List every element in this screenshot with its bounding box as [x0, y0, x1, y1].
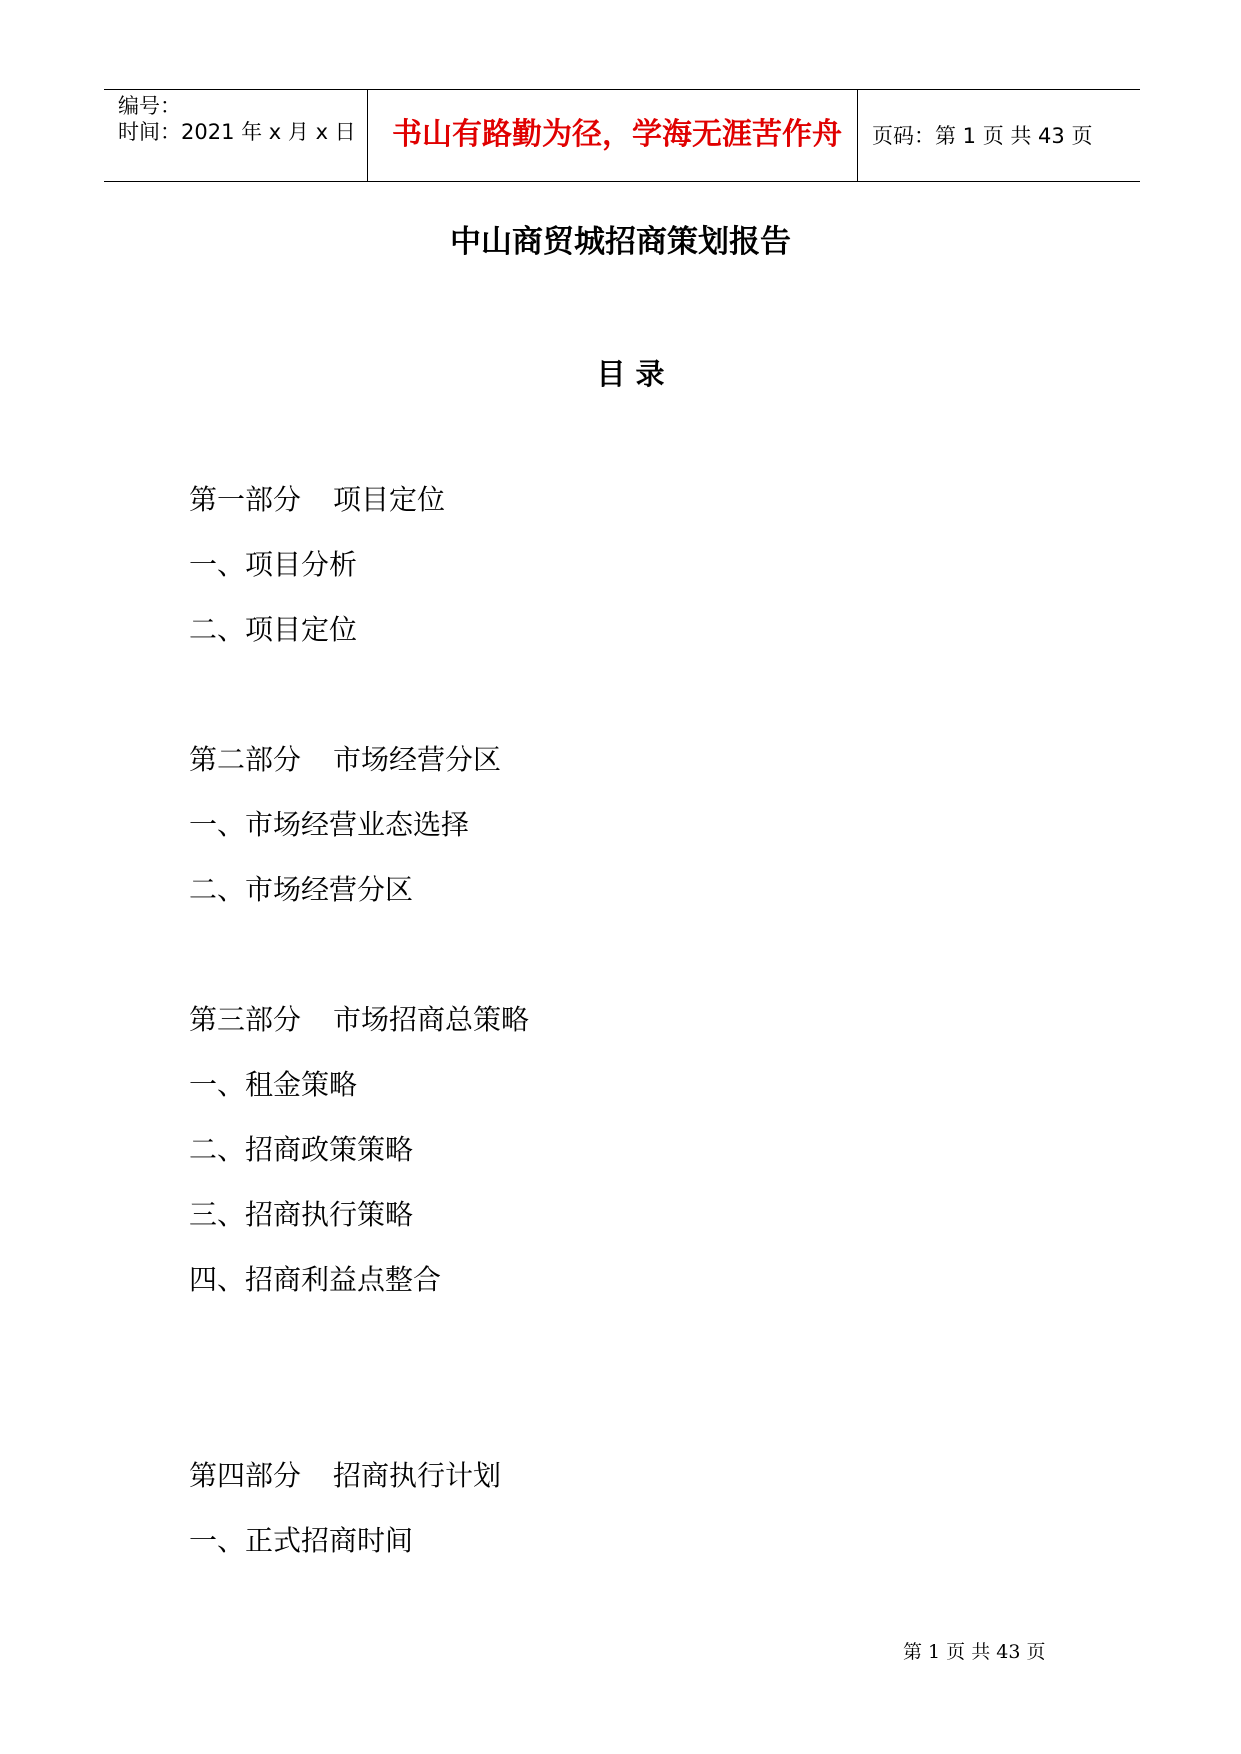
toc-part-4 [189, 1458, 501, 1494]
document-number-label: 编号： [118, 94, 181, 118]
header-motto-cell [368, 90, 858, 181]
toc-part-4-name: 招商执行计划 [333, 1459, 502, 1492]
document-header [104, 89, 1140, 182]
toc-part-1-name: 项目定位 [333, 483, 446, 516]
toc-item: 四、招商利益点整合 [189, 1263, 442, 1296]
toc-heading: 目 录 [596, 357, 665, 391]
toc-part-1 [189, 482, 445, 518]
header-motto: 书山有路勤为径，学海无涯苦作舟 [392, 117, 842, 152]
header-page-info: 页码：第 1 页 共 43 页 [872, 124, 1093, 148]
toc-part-3 [189, 1002, 529, 1038]
toc-part-3-prefix: 第三部分 [189, 1003, 302, 1036]
toc-part-4-prefix: 第四部分 [189, 1459, 302, 1492]
page-footer: 第 1 页 共 43 页 [903, 1641, 1046, 1663]
toc-item: 二、市场经营分区 [189, 873, 414, 906]
document-time-label: 时间：2021 年 x 月 x 日 [118, 120, 356, 144]
toc-part-2-prefix: 第二部分 [189, 743, 302, 776]
toc-item: 一、租金策略 [189, 1068, 358, 1101]
toc-part-2-name: 市场经营分区 [333, 743, 502, 776]
toc-part-3-name: 市场招商总策略 [333, 1003, 530, 1036]
document-title: 中山商贸城招商策划报告 [450, 224, 791, 260]
toc-item: 一、市场经营业态选择 [189, 808, 470, 841]
toc-item: 一、正式招商时间 [189, 1524, 414, 1557]
toc-part-1-prefix: 第一部分 [189, 483, 302, 516]
header-meta-cell [104, 90, 368, 181]
toc-item: 一、项目分析 [189, 548, 358, 581]
header-page-cell [858, 90, 1140, 181]
toc-item: 二、招商政策策略 [189, 1133, 414, 1166]
toc-item: 二、项目定位 [189, 613, 358, 646]
toc-item: 三、招商执行策略 [189, 1198, 414, 1231]
toc-part-2 [189, 742, 501, 778]
